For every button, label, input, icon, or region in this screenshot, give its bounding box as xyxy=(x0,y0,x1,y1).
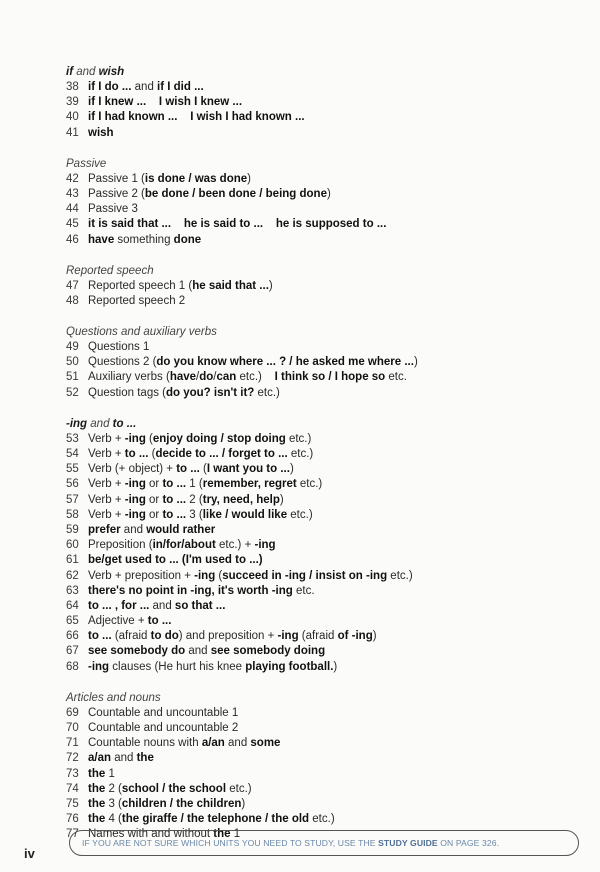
unit-number: 49 xyxy=(66,341,79,354)
unit-number: 69 xyxy=(66,706,79,719)
unit-title xyxy=(88,233,201,248)
text: Questions 2 ( xyxy=(88,356,157,369)
unit-title xyxy=(88,751,154,766)
bold-text: the giraffe / the telephone / the old xyxy=(121,813,310,826)
unit-title xyxy=(88,797,245,812)
bold-text: to ... xyxy=(176,463,200,476)
unit-entry xyxy=(66,110,566,125)
text: ON PAGE 326. xyxy=(437,838,500,848)
unit-number: 68 xyxy=(66,660,79,673)
unit-number: 75 xyxy=(66,797,79,810)
unit-title xyxy=(88,644,325,659)
unit-entry xyxy=(66,751,566,766)
bold-text: do you know where ... ? / he asked me where ... xyxy=(156,356,414,369)
unit-entry xyxy=(66,721,566,736)
unit-title xyxy=(88,812,335,827)
text: or xyxy=(145,493,163,506)
unit-entry xyxy=(66,95,566,110)
unit-entry xyxy=(66,202,566,217)
bold-text: be done / been done / being done xyxy=(144,187,327,200)
text: 3 ( xyxy=(186,508,203,521)
bold-text: be/get used to ... (I'm used to ...) xyxy=(88,554,263,567)
text: ) xyxy=(333,660,338,673)
unit-entry xyxy=(66,584,566,599)
unit-entry xyxy=(66,187,566,202)
text: ( xyxy=(148,448,156,460)
text: Questions and auxiliary verbs xyxy=(66,326,217,339)
bold-text: to ... xyxy=(88,630,112,643)
bold-text: to ... xyxy=(124,448,149,460)
unit-entry xyxy=(66,706,566,721)
unit-entry xyxy=(66,233,566,248)
text: clauses (He hurt his knee xyxy=(109,660,246,673)
unit-title xyxy=(88,294,185,309)
bold-text: the xyxy=(88,782,106,795)
text: Auxiliary verbs ( xyxy=(88,371,170,384)
bold-text: some xyxy=(250,737,281,750)
bold-text: do you? isn't it? xyxy=(165,386,255,399)
unit-entry xyxy=(66,644,566,659)
text: Countable nouns with xyxy=(88,737,202,750)
unit-title xyxy=(88,172,251,187)
unit-title xyxy=(88,782,252,797)
unit-number: 50 xyxy=(66,356,79,369)
text: ( xyxy=(199,463,207,476)
bold-text: would rather xyxy=(146,523,216,536)
unit-title xyxy=(88,493,284,508)
bold-text: remember, regret xyxy=(202,478,297,491)
bold-text: a/an xyxy=(201,737,225,750)
text: etc.) xyxy=(254,386,280,399)
bold-text: prefer xyxy=(88,523,121,536)
unit-entry xyxy=(66,279,566,294)
page-number: iv xyxy=(24,846,35,861)
unit-entry xyxy=(66,569,566,584)
text: 2 ( xyxy=(105,782,122,795)
bold-text: like / would like xyxy=(202,508,288,521)
bold-text: -ing xyxy=(194,569,216,582)
text: and xyxy=(149,599,175,612)
text: and xyxy=(120,523,147,536)
text: (afraid xyxy=(298,630,338,643)
unit-number: 53 xyxy=(66,432,79,445)
study-guide-note xyxy=(69,830,579,856)
unit-number: 54 xyxy=(66,448,79,460)
unit-number: 60 xyxy=(66,539,79,552)
bold-text: wish xyxy=(98,66,125,78)
text: ) xyxy=(326,187,331,200)
text: 2 ( xyxy=(186,493,203,506)
unit-title xyxy=(88,629,377,644)
unit-number: 43 xyxy=(66,187,79,200)
bold-text: STUDY GUIDE xyxy=(378,838,438,848)
bold-text: have xyxy=(88,233,115,246)
bold-text: -ing xyxy=(124,432,146,445)
unit-number: 56 xyxy=(66,478,79,491)
unit-title xyxy=(88,202,138,217)
bold-text: if I did ... xyxy=(157,81,204,93)
unit-title xyxy=(88,614,171,629)
bold-text: to ... xyxy=(147,615,172,628)
unit-number: 52 xyxy=(66,386,79,399)
unit-number: 41 xyxy=(66,126,79,139)
text: and xyxy=(87,417,113,430)
text: ( xyxy=(145,432,153,445)
unit-title xyxy=(88,340,149,355)
contents-list xyxy=(66,64,566,843)
text: Reported speech 2 xyxy=(88,294,186,307)
unit-title xyxy=(88,187,331,202)
unit-title xyxy=(88,447,313,462)
bold-text: of -ing xyxy=(337,630,373,643)
unit-entry xyxy=(66,126,566,141)
unit-number: 55 xyxy=(66,463,79,476)
unit-entry xyxy=(66,80,566,95)
text: Questions 1 xyxy=(88,341,150,354)
unit-title xyxy=(88,569,413,584)
unit-number: 47 xyxy=(66,279,79,292)
unit-entry xyxy=(66,523,566,538)
section-heading xyxy=(66,324,566,340)
text: ) xyxy=(372,630,377,643)
bold-text: a/an xyxy=(88,752,112,765)
bold-text: do xyxy=(199,371,214,384)
unit-number: 51 xyxy=(66,371,79,384)
text: ( xyxy=(215,569,223,582)
bold-text: done xyxy=(173,233,202,246)
text: and xyxy=(224,737,251,750)
bold-text: in/for/about xyxy=(152,539,216,552)
unit-title xyxy=(88,523,215,538)
unit-title xyxy=(88,217,386,232)
text: Passive 2 ( xyxy=(88,187,145,200)
unit-number: 67 xyxy=(66,645,79,658)
unit-entry xyxy=(66,477,566,492)
unit-number: 48 xyxy=(66,294,79,307)
unit-entry xyxy=(66,767,566,782)
unit-entry xyxy=(66,508,566,523)
bold-text: to ... xyxy=(112,417,137,430)
text: Verb + xyxy=(88,448,125,460)
unit-entry xyxy=(66,462,566,477)
bold-text: -ing xyxy=(124,493,146,506)
bold-text: -ing xyxy=(277,630,299,643)
bold-text: to ... , for ... xyxy=(88,599,150,612)
unit-number: 61 xyxy=(66,554,79,567)
text: Countable and uncountable 1 xyxy=(88,706,239,719)
unit-number: 74 xyxy=(66,782,79,795)
unit-number: 70 xyxy=(66,722,79,734)
bold-text: -ing xyxy=(124,508,146,521)
text: 1 xyxy=(105,767,115,780)
text: ) xyxy=(241,797,246,810)
text: etc. xyxy=(385,371,407,384)
text: etc.) xyxy=(285,432,312,445)
bold-text: I want you to ... xyxy=(206,463,290,476)
unit-title xyxy=(88,538,276,553)
unit-title xyxy=(88,126,114,141)
unit-number: 73 xyxy=(66,767,79,780)
text: etc. xyxy=(292,584,315,597)
text: Preposition ( xyxy=(88,539,153,552)
bold-text: to ... xyxy=(162,478,187,491)
unit-entry xyxy=(66,538,566,553)
unit-entry xyxy=(66,370,566,385)
text: Passive 1 ( xyxy=(88,172,145,185)
bold-text: -ing xyxy=(254,539,276,552)
text: 1 ( xyxy=(186,478,203,491)
bold-text: have xyxy=(169,371,197,384)
bold-text: to ... xyxy=(162,493,187,506)
text: ) xyxy=(413,356,418,369)
unit-title xyxy=(88,477,322,492)
text: Adjective + xyxy=(88,615,148,628)
unit-entry xyxy=(66,340,566,355)
text: and xyxy=(131,81,158,93)
bold-text: if I had known ... I wish I had known ... xyxy=(88,111,305,124)
unit-number: 66 xyxy=(66,630,79,643)
text: or xyxy=(145,478,163,491)
unit-title xyxy=(88,767,115,782)
bold-text: school / the school xyxy=(121,782,227,795)
unit-number: 76 xyxy=(66,813,79,826)
bold-text: to ... xyxy=(162,508,187,521)
unit-entry xyxy=(66,355,566,370)
bold-text: if I knew ... I wish I knew ... xyxy=(88,96,243,109)
bold-text: try, need, help xyxy=(202,493,280,506)
unit-title xyxy=(88,736,280,751)
text: Verb + xyxy=(88,508,125,521)
text: Verb + xyxy=(88,478,125,491)
text: etc.) xyxy=(287,448,314,460)
unit-number: 77 xyxy=(66,828,79,841)
bold-text: playing football. xyxy=(245,660,334,673)
text: ) xyxy=(268,279,273,292)
bold-text: see somebody do xyxy=(88,645,186,658)
unit-title xyxy=(88,432,311,447)
unit-number: 46 xyxy=(66,233,79,246)
bold-text: so that ... xyxy=(174,599,226,612)
section-heading xyxy=(66,156,566,172)
unit-number: 57 xyxy=(66,493,79,506)
unit-title xyxy=(88,110,305,125)
section-heading xyxy=(66,416,566,432)
unit-title xyxy=(88,462,294,477)
unit-number: 65 xyxy=(66,615,79,628)
text: something xyxy=(114,233,174,246)
text: and xyxy=(111,752,137,765)
text: / xyxy=(213,371,217,384)
section-heading xyxy=(66,690,566,706)
text: etc.) xyxy=(387,569,413,582)
unit-entry xyxy=(66,736,566,751)
text: Reported speech 1 ( xyxy=(88,279,193,292)
unit-title xyxy=(88,706,238,721)
text: etc.) + xyxy=(215,539,255,552)
text: Passive xyxy=(66,157,107,170)
text: etc.) xyxy=(287,508,313,521)
unit-title xyxy=(88,386,280,401)
text: Verb (+ object) + xyxy=(88,463,177,476)
bold-text: -ing xyxy=(66,417,88,430)
text: Verb + xyxy=(88,432,125,445)
bold-text: wish xyxy=(88,126,114,139)
text: ) xyxy=(289,463,294,476)
unit-number: 38 xyxy=(66,81,79,93)
bold-text: if I do ... xyxy=(88,81,132,93)
text: Names with and without xyxy=(88,828,214,841)
bold-text: succeed in -ing / insist on -ing xyxy=(222,569,388,582)
unit-entry xyxy=(66,217,566,232)
bold-text: the xyxy=(213,828,231,841)
bold-text: if xyxy=(66,66,74,78)
unit-number: 58 xyxy=(66,508,79,521)
text: 3 ( xyxy=(105,797,122,810)
bold-text: the xyxy=(88,797,106,810)
text: (afraid xyxy=(111,630,151,643)
unit-entry xyxy=(66,599,566,614)
unit-title xyxy=(88,721,238,736)
unit-entry xyxy=(66,660,566,675)
unit-entry xyxy=(66,812,566,827)
text: Verb + preposition + xyxy=(88,569,195,582)
bold-text: can xyxy=(216,371,237,384)
text: ) xyxy=(247,172,251,185)
text: IF YOU ARE NOT SURE WHICH UNITS YOU NEED TO STUDY, USE THE xyxy=(82,838,379,848)
unit-title xyxy=(88,508,313,523)
unit-title xyxy=(88,355,418,370)
text: ) and preposition + xyxy=(178,630,278,643)
bold-text: it is said that ... he is said to ... he is supposed to ... xyxy=(88,218,387,231)
unit-number: 63 xyxy=(66,584,79,597)
text: Articles and nouns xyxy=(66,691,161,704)
bold-text: children / the children xyxy=(121,797,242,810)
unit-number: 62 xyxy=(66,569,79,582)
text: and xyxy=(73,66,99,78)
unit-title xyxy=(88,584,315,599)
unit-number: 42 xyxy=(66,172,79,185)
text: 4 ( xyxy=(105,813,122,826)
bold-text: the xyxy=(88,813,106,826)
bold-text: he said that ... xyxy=(192,279,269,292)
text: ) xyxy=(279,493,284,506)
unit-entry xyxy=(66,172,566,187)
bold-text: there's no point in -ing, it's worth -ing xyxy=(88,584,293,597)
text: Reported speech xyxy=(66,264,154,277)
unit-title xyxy=(88,660,337,675)
text: etc.) xyxy=(236,371,275,384)
unit-entry xyxy=(66,386,566,401)
bold-text: the xyxy=(88,767,106,780)
unit-entry xyxy=(66,294,566,309)
section-heading xyxy=(66,263,566,279)
bold-text: to do xyxy=(150,630,179,643)
text: or xyxy=(145,508,163,521)
unit-title xyxy=(88,95,242,110)
unit-title xyxy=(88,553,263,568)
text: etc.) xyxy=(309,813,335,826)
unit-number: 45 xyxy=(66,218,79,231)
bold-text: I think so / I hope so xyxy=(274,371,386,384)
text: Verb + xyxy=(88,493,125,506)
text: / xyxy=(196,371,200,384)
bold-text: the xyxy=(136,752,154,765)
bold-text: -ing xyxy=(124,478,146,491)
text: Question tags ( xyxy=(88,386,166,399)
text: Countable and uncountable 2 xyxy=(88,722,239,734)
bold-text: -ing xyxy=(88,660,110,673)
text: etc.) xyxy=(226,782,252,795)
unit-entry xyxy=(66,614,566,629)
unit-number: 39 xyxy=(66,96,79,109)
unit-number: 72 xyxy=(66,752,79,765)
unit-entry xyxy=(66,447,566,462)
unit-title xyxy=(88,370,407,385)
bold-text: see somebody doing xyxy=(210,645,326,658)
text: 1 xyxy=(230,828,241,841)
bold-text: is done / was done xyxy=(144,172,248,185)
unit-number: 59 xyxy=(66,523,79,536)
section-heading xyxy=(66,64,566,80)
unit-entry xyxy=(66,782,566,797)
unit-number: 64 xyxy=(66,599,79,612)
unit-number: 44 xyxy=(66,203,79,216)
unit-title xyxy=(88,279,273,294)
unit-number: 71 xyxy=(66,737,79,750)
bold-text: enjoy doing / stop doing xyxy=(152,432,286,445)
unit-title xyxy=(88,80,204,95)
text: Passive 3 xyxy=(88,203,138,216)
text: and xyxy=(185,645,211,658)
unit-title xyxy=(88,599,225,614)
unit-entry xyxy=(66,797,566,812)
text: etc.) xyxy=(296,478,323,491)
unit-entry xyxy=(66,629,566,644)
unit-entry xyxy=(66,432,566,447)
bold-text: decide to ... / forget to ... xyxy=(155,448,288,460)
unit-entry xyxy=(66,493,566,508)
unit-number: 40 xyxy=(66,111,79,124)
unit-entry xyxy=(66,553,566,568)
